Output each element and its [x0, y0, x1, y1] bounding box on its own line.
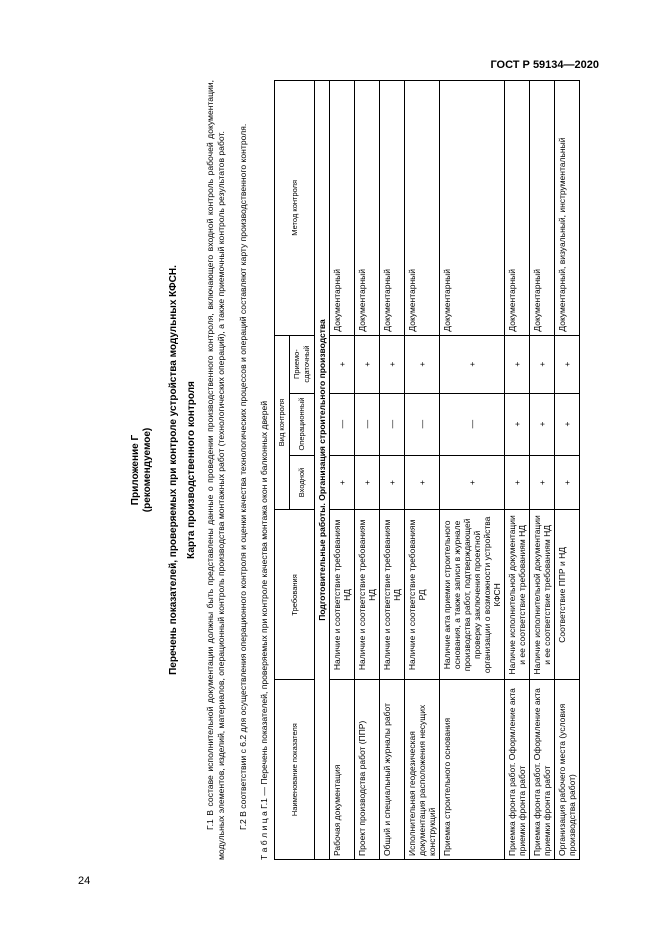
cell-operational: — [355, 393, 380, 455]
cell-requirement: Наличие исполнительной документации и ее соответствие требованиям НД [505, 510, 530, 680]
cell-name: Приемка строительного основания [440, 680, 505, 860]
section-row: Подготовительные работы. Организация строительного производства [315, 81, 330, 860]
cell-name: Исполнительная геодезическая документация расположения несущих конструкций [405, 680, 440, 860]
cell-acceptance: + [555, 335, 580, 393]
rotated-page-content [130, 80, 630, 860]
cell-acceptance: + [380, 335, 405, 393]
table-caption: Т а б л и ц а Г.1 — Перечень показателей, проверяемых при контроле качества монтажа окон и балконных дверей [259, 400, 269, 860]
table-row [355, 81, 380, 860]
cell-method: Документарный [505, 81, 530, 336]
table-row [505, 81, 530, 860]
control-table [274, 80, 580, 860]
cell-requirement: Соответствие ППР и НД [555, 510, 580, 680]
cell-acceptance: + [440, 335, 505, 393]
cell-input: + [380, 455, 405, 510]
cell-name: Проект производства работ (ППР) [355, 680, 380, 860]
cell-acceptance: + [330, 335, 355, 393]
appendix-title [130, 80, 154, 860]
cell-method: Документарный [380, 81, 405, 336]
page-number: 24 [78, 875, 91, 887]
cell-operational: — [440, 393, 505, 455]
header-control-type: Вид контроля [275, 335, 290, 510]
cell-method: Документарный [355, 81, 380, 336]
cell-name: Приемка фронта работ. Оформление акта приемки фронта работ [530, 680, 555, 860]
cell-acceptance: + [505, 335, 530, 393]
appendix-heading: Перечень показателей, проверяемых при контроле устройства модульных КФСН. [168, 265, 179, 675]
cell-name: Организация рабочего места (условия производства работ) [555, 680, 580, 860]
cell-requirement: Наличие и соответствие требованиям НД [330, 510, 355, 680]
header-operational: Операционный [290, 393, 315, 455]
cell-requirement: Наличие исполнительной документации и ее соответствие требованиям НД [530, 510, 555, 680]
cell-name: Приемка фронта работ. Оформление акта приемки фронта работ [505, 680, 530, 860]
header-requirements: Требования [275, 510, 315, 680]
cell-operational: — [380, 393, 405, 455]
appendix-label: Приложение Г [130, 434, 141, 506]
table-row [380, 81, 405, 860]
cell-input: + [405, 455, 440, 510]
cell-input: + [530, 455, 555, 510]
table-row [530, 81, 555, 860]
cell-acceptance: + [405, 335, 440, 393]
table-row [555, 81, 580, 860]
cell-method: Документарный, визуальный, инструментальный [555, 81, 580, 336]
cell-input: + [440, 455, 505, 510]
cell-name: Общий и специальный журналы работ [380, 680, 405, 860]
cell-input: + [555, 455, 580, 510]
appendix-status: (рекомендуемое) [142, 427, 153, 513]
document-header: ГОСТ Р 59134—2020 [490, 59, 599, 71]
cell-operational: + [555, 393, 580, 455]
header-input: Входной [290, 455, 315, 510]
header-acceptance: Приемо-сдаточный [290, 335, 315, 393]
cell-requirement: Наличие и соответствие требованиям РД [405, 510, 440, 680]
paragraph-g1: Г.1 В составе исполнительной документации должны быть представлены данные о проведении производственного контроля, включающего входной контроль рабочей документации, модульных элементов, изделий, материалов, операционный контроль производства монтажных работ (технологических операций), а также приемочный контроль результатов работ. [205, 80, 226, 860]
cell-operational: — [330, 393, 355, 455]
cell-input: + [330, 455, 355, 510]
cell-operational: — [405, 393, 440, 455]
cell-method: Документарный [440, 81, 505, 336]
header-method: Метод контроля [275, 81, 315, 336]
table-row [440, 81, 505, 860]
cell-operational: + [530, 393, 555, 455]
header-name: Наименование показателя [275, 680, 315, 860]
cell-requirement: Наличие и соответствие требованиям НД [355, 510, 380, 680]
cell-requirement: Наличие и соответствие требованиям НД [380, 510, 405, 680]
table-row [405, 81, 440, 860]
cell-name: Рабочая документация [330, 680, 355, 860]
cell-method: Документарный [530, 81, 555, 336]
cell-input: + [505, 455, 530, 510]
cell-method: Документарный [330, 81, 355, 336]
table-row [330, 81, 355, 860]
appendix-subheading: Карта производственного контроля [186, 381, 197, 559]
cell-input: + [355, 455, 380, 510]
paragraph-g2: Г.2 В соответствии с 6.2 для осуществления операционного контроля и оценки качества технологических процессов и операций составляют карту производственного контроля. [238, 123, 248, 830]
cell-acceptance: + [530, 335, 555, 393]
cell-requirement: Наличие акта приемки строительного основания, а также записи в журнале производства работ, подтверждающей проверку заключения проектной организации о возможности устройства КФСН [440, 510, 505, 680]
cell-operational: + [505, 393, 530, 455]
cell-method: Документарный [405, 81, 440, 336]
cell-acceptance: + [355, 335, 380, 393]
